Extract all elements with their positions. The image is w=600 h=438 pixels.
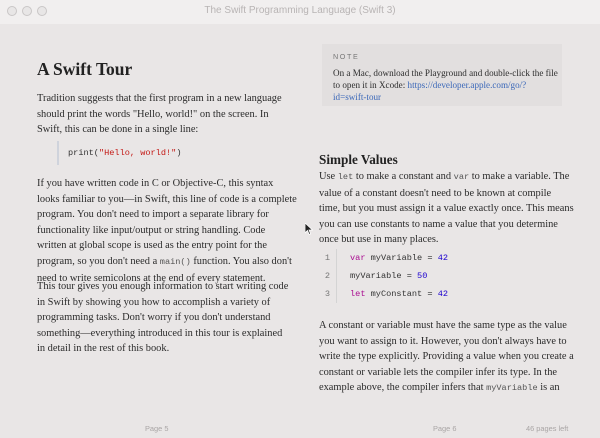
code-number: 50 [417, 271, 428, 281]
code-content [350, 285, 448, 303]
code-number: 42 [437, 253, 449, 263]
pages-left-indicator: 46 pages left [526, 424, 569, 433]
text-line: written at global scope is used as the entry point for the [37, 240, 267, 252]
text-line: On a Mac, download the Playground and double-click the file [333, 68, 558, 78]
text-line: Swift, this can be done in a single line: [37, 124, 199, 136]
code-token: print( [68, 148, 99, 158]
text-line [333, 79, 555, 91]
text-line: This tour gives you enough information to start writing code [37, 281, 289, 292]
text-line: A constant or variable must have the same type as the value [319, 320, 567, 331]
code-identifier: myConstant = [365, 289, 438, 299]
code-identifier: myVariable = [350, 271, 418, 281]
left-page[interactable] [0, 24, 300, 420]
text-line: functionality like input/output or string handling. Code [37, 224, 266, 236]
text-line: If you have written code in C or Objective-C, this syntax [37, 178, 274, 189]
page-footer [0, 420, 600, 438]
text-line [319, 169, 574, 186]
playground-link-continued[interactable]: id=swift-tour [333, 92, 382, 102]
window-title: The Swift Programming Language (Swift 3) [204, 5, 396, 16]
code-keyword: let [350, 289, 366, 299]
paragraph-tour [37, 279, 288, 357]
text-line: program. You don't need to import a separate library for [37, 209, 269, 221]
text-span: example above, the compiler infers that [319, 382, 487, 394]
right-page-number: Page 6 [433, 424, 457, 433]
code-content [350, 267, 427, 285]
note-title: NOTE [333, 52, 360, 61]
line-number-divider [336, 249, 337, 303]
note-callout [322, 44, 562, 106]
text-span: is an [537, 382, 560, 394]
intro-paragraph [37, 91, 282, 138]
text-span: to make a variable. The [469, 171, 570, 182]
text-line: write the type explicitly. Providing a value when you create a [319, 351, 574, 363]
text-line: once but use in many places. [319, 234, 439, 246]
text-line: in Swift by showing you how to accomplish a variety of [37, 296, 271, 308]
text-line: time, but you must assign it a value exactly once. This means [319, 203, 574, 215]
text-span: Use [319, 171, 338, 182]
text-line: value of a constant doesn't need to be known at compile [319, 187, 552, 199]
code-string: "Hello, world!" [98, 148, 177, 158]
line-number: 2 [324, 271, 330, 281]
text-line: should print the words "Hello, world!" on the screen. In [37, 108, 269, 120]
text-line: programming tasks. Don't worry if you don't understand [37, 312, 271, 324]
text-line: constant or variable lets the compiler infer its type. In the [319, 366, 558, 378]
code-number: 42 [437, 289, 449, 299]
title-bar [0, 0, 600, 24]
paragraph-syntax [37, 176, 297, 286]
text-line: something—everything introduced in this tour is explained [37, 327, 283, 339]
code-token: ) [176, 148, 182, 158]
inline-code: main() [159, 256, 191, 267]
line-number: 1 [324, 253, 330, 263]
inline-code: var [453, 172, 470, 182]
code-identifier: myVariable = [365, 253, 438, 263]
text-line: Tradition suggests that the first program in a new language [37, 93, 282, 104]
hello-world-code [57, 141, 181, 165]
text-span: function. You also don't [190, 255, 292, 267]
code-keyword: var [350, 253, 366, 263]
text-line: looks familiar to you—in Swift, this line of code is a complete [37, 193, 297, 205]
line-number: 3 [324, 289, 330, 299]
paragraph-simple-values [319, 169, 574, 248]
text-line: in detail in the rest of this book. [37, 343, 170, 355]
right-page[interactable] [300, 24, 600, 420]
code-listing [316, 249, 448, 303]
text-span: to make a constant and [353, 171, 454, 182]
page-heading: A Swift Tour [37, 59, 133, 79]
section-heading: Simple Values [319, 152, 398, 167]
text-line: you can use constants to name a value that you determine [319, 218, 558, 230]
paragraph-type-inference [319, 318, 574, 397]
text-line: you want to assign to it. However, you don't always have to [319, 335, 567, 347]
note-text [333, 67, 558, 103]
text-line [37, 254, 297, 271]
text-line [319, 380, 574, 397]
code-content [350, 249, 448, 267]
inline-code: let [337, 172, 354, 182]
text-span: to open it in Xcode: [333, 80, 408, 90]
mouse-pointer-icon [305, 222, 313, 240]
playground-link[interactable]: https://developer.apple.com/go/? [407, 80, 527, 90]
inline-code: myVariable [486, 383, 538, 394]
text-line: need to write semicolons at the end of every statement. [37, 272, 266, 284]
text-span: program, so you don't need a [37, 255, 160, 267]
left-page-number: Page 5 [145, 424, 169, 433]
